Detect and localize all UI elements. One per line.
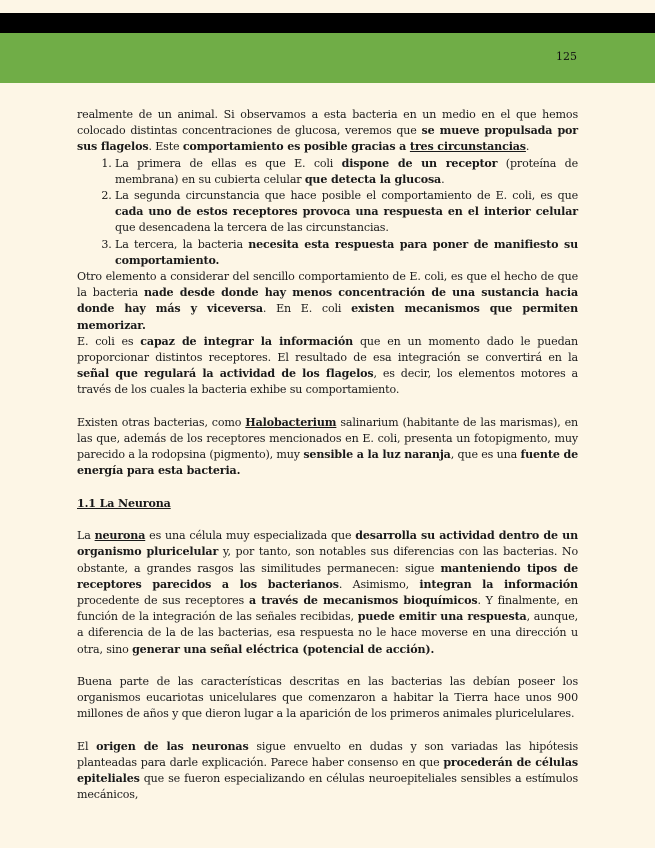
circumstances-list <box>77 156 578 269</box>
list-item: 2. La segunda circunstancia que hace posible el comportamiento de E. coli, es que cada uno de estos receptores provoca una respuesta en el interior celular que desencadena la tercera de las circunstancias. <box>115 188 578 237</box>
list-item: 3. La tercera, la bacteria necesita esta respuesta para poner de manifiesto su comportamiento. <box>115 237 578 269</box>
section-heading: 1.1 La Neurona <box>77 496 171 510</box>
paragraph-neurona: La neurona es una célula muy especializada que desarrolla su actividad dentro de un organismo pluricelular y, por tanto, son notables sus diferencias con las bacterias. No obstante, a grandes rasgos las similitudes permanecen: sigue manteniendo tipos de receptores parecidos a los bacterianos. Asimismo, integran la información procedente de sus receptores a través de mecanismos bioquímicos. Y finalmente, en función de la integración de las señales recibidas, puede emitir una respuesta, aunque, a diferencia de la de las bacterias, esa respuesta no le hace moverse en una dirección u otra, sino generar una señal eléctrica (potencial de acción). <box>77 529 578 656</box>
list-item: 1. La primera de ellas es que E. coli dispone de un receptor (proteína de membrana) en su cubierta celular que detecta la glucosa. <box>115 156 578 188</box>
document-body <box>77 107 578 804</box>
page-number: 125 <box>556 50 577 63</box>
top-margin <box>0 0 655 13</box>
header-black-bar <box>0 13 655 33</box>
paragraph-origen-neuronas: El origen de las neuronas sigue envuelto en dudas y son variadas las hipótesis planteadas para darle explicación. Parece haber consenso en que procederán de células epiteliales que se fueron especializando en células neuroepiteliales sensibles a estímulos mecánicos, <box>77 739 578 802</box>
paragraph-halobacterium: Existen otras bacterias, como Halobacterium salinarium (habitante de las marismas), en las que, además de los receptores mencionados en E. coli, presenta un fotopigmento, muy parecido a la rodopsina (pigmento), muy sensible a la luz naranja, que es una fuente de energía para esta bacteria. <box>77 415 578 478</box>
paragraph-ecoli-memory: Otro elemento a considerar del sencillo comportamiento de E. coli, es que el hecho de que la bacteria nade desde donde hay menos concentración de una sustancia hacia donde hay más y viceversa. En E. coli existen mecanismos que permiten memorizar. <box>77 270 578 332</box>
paragraph-eucariotas: Buena parte de las características descritas en las bacterias las debían poseer los organismos eucariotas unicelulares que comenzaron a habitar la Tierra hace unos 900 millones de años y que dieron lugar a la aparición de los primeros animales pluricelulares. <box>77 675 578 721</box>
paragraph-ecoli-intro: realmente de un animal. Si observamos a esta bacteria en un medio en el que hemos colocado distintas concentraciones de glucosa, veremos que se mueve propulsada por sus flagelos. Este comportamiento es posible gracias a tres circunstancias. <box>77 108 578 154</box>
paragraph-ecoli-integration: E. coli es capaz de integrar la información que en un momento dado le puedan proporcionar distintos receptores. El resultado de esa integración se convertirá en la señal que regulará la actividad de los flagelos, es decir, los elementos motores a través de los cuales la bacteria exhibe su comportamiento. <box>77 334 578 397</box>
